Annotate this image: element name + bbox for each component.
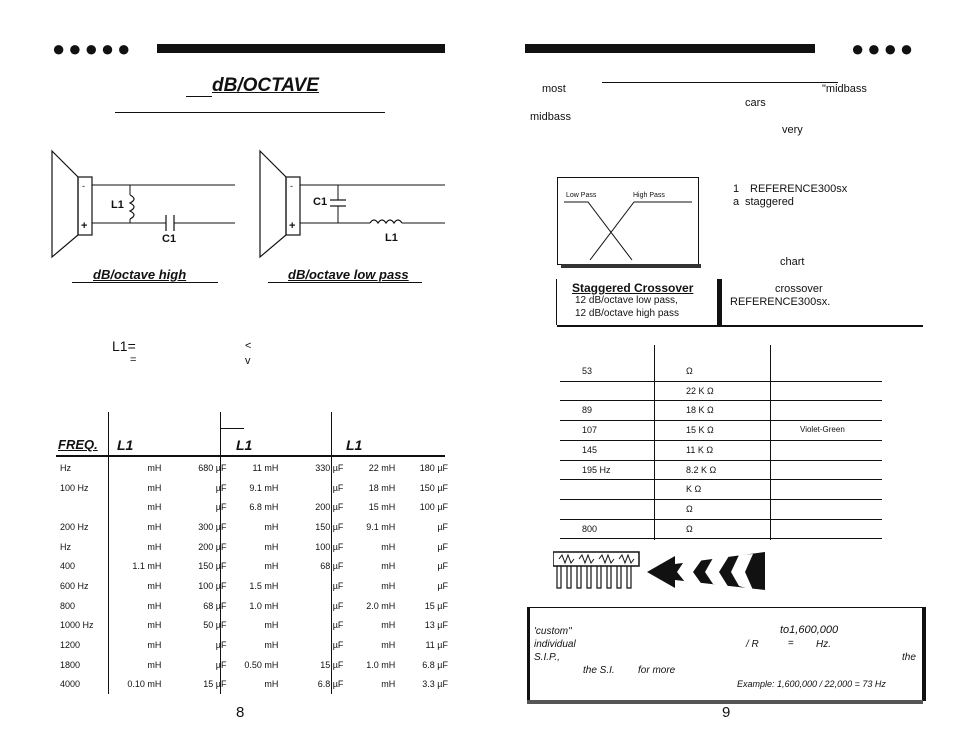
value-cell: 100 µF: [198, 580, 227, 591]
custom-text-r: / R: [746, 639, 759, 650]
res-value-cell: Ω: [686, 503, 693, 514]
formula-v: v: [245, 355, 251, 367]
text-reference-2: REFERENCE300sx.: [730, 296, 831, 308]
value-cell: 6.8 mH: [249, 502, 279, 513]
res-value-cell: 18 K Ω: [686, 405, 714, 416]
sip-resistor-icon: [553, 550, 773, 594]
res-value-cell: Ω: [686, 366, 693, 376]
value-cell: 9.1 mH: [366, 521, 396, 532]
res-table-row-rule: [560, 400, 882, 401]
custom-text-hz: Hz.: [816, 639, 831, 650]
value-cell: µF: [437, 541, 448, 552]
res-value-cell: 15 K Ω: [686, 425, 714, 436]
formula-l1: L1=: [112, 338, 136, 354]
text-staggered: staggered: [745, 196, 794, 208]
value-cell: 3.3 µF: [422, 679, 448, 690]
value-cell: 1.0 mH: [249, 600, 279, 611]
value-cell: mH: [264, 679, 279, 690]
freq-cell: 1800: [60, 659, 81, 670]
table-row: [56, 478, 448, 498]
caption-low-rule: [268, 282, 422, 283]
value-cell: mH: [147, 521, 162, 532]
value-cell: µF: [437, 580, 448, 591]
graph-shadow: [561, 264, 701, 268]
diagram-label-l1-b: L1: [385, 232, 398, 244]
value-cell: 6.8 µF: [317, 679, 344, 690]
table-row: [56, 616, 448, 636]
freq-cell: Hz: [60, 462, 71, 473]
caption-low-pass: dB/octave low pass: [288, 267, 409, 282]
graph-low-pass-label: Low Pass: [566, 192, 597, 199]
value-cell: 0.50 mH: [244, 659, 279, 670]
res-table-row-rule: [560, 519, 882, 520]
res-table-row-rule: [560, 381, 882, 382]
res-color-cell: Violet-Green: [800, 425, 845, 435]
res-table-row-rule: [560, 420, 882, 421]
value-cell: 1.1 mH: [132, 561, 162, 572]
freq-cell: 100 Hz: [60, 482, 89, 493]
inductor-icon-2: [370, 220, 402, 223]
text-ref-num: 1: [733, 183, 740, 195]
value-cell: 6.8 µF: [422, 659, 448, 670]
table-row: [56, 497, 448, 517]
res-value-cell: 8.2 K Ω: [686, 464, 717, 475]
freq-cell: 1000 Hz: [60, 620, 94, 631]
staggered-box-title: Staggered Crossover: [572, 281, 694, 295]
formula-lt: <: [245, 340, 252, 352]
value-cell: µF: [215, 659, 227, 670]
title-underline-left: [186, 96, 212, 97]
value-cell: mH: [147, 462, 162, 473]
res-value-cell: K Ω: [686, 484, 702, 495]
right-header-bar: [525, 44, 815, 53]
value-cell: 330 µF: [315, 462, 344, 473]
value-cell: 0.10 mH: [127, 679, 162, 690]
left-header-dots: ●●●●●: [52, 36, 134, 61]
res-table-divider-1: [654, 345, 655, 540]
right-header-dots: ●●●●: [851, 36, 917, 61]
value-cell: µF: [437, 521, 448, 532]
value-cell: mH: [264, 541, 279, 552]
value-cell: mH: [147, 541, 162, 552]
freq-cell: 4000: [60, 679, 81, 690]
table-row: [56, 596, 448, 616]
left-header-bar: [157, 44, 445, 53]
value-cell: 200 µF: [198, 541, 227, 552]
table-header-freq: FREQ.: [58, 437, 98, 452]
text-a: a: [733, 196, 740, 208]
value-cell: mH: [381, 640, 396, 651]
text-most: most: [542, 83, 566, 95]
table-row: [56, 458, 448, 478]
freq-cell: 1200: [60, 640, 81, 651]
value-cell: mH: [264, 561, 279, 572]
value-cell: 68 µF: [320, 561, 344, 572]
value-cell: mH: [381, 541, 396, 552]
value-cell: µF: [215, 640, 227, 651]
staggered-crossover-box: [556, 279, 722, 325]
value-cell: mH: [381, 620, 396, 631]
crossover-graph: [557, 177, 699, 265]
left-page-number: 8: [236, 704, 245, 721]
value-cell: 15 µF: [424, 600, 448, 611]
table-row: [56, 635, 448, 655]
res-value-cell: 22 K Ω: [686, 385, 714, 396]
value-cell: µF: [332, 580, 344, 591]
value-cell: 150 µF: [315, 521, 344, 532]
staggered-box-line1: 12 dB/octave low pass,: [575, 295, 678, 306]
diagram-plus-a: +: [81, 220, 88, 232]
value-cell: 22 mH: [368, 462, 396, 473]
text-midbass-quote: "midbass: [822, 83, 867, 95]
section-rule: [115, 112, 385, 113]
value-cell: 9.1 mH: [249, 482, 279, 493]
graph-slopes: [558, 178, 698, 264]
value-cell: mH: [147, 620, 162, 631]
res-freq-cell: 107: [582, 425, 598, 436]
freq-cell: 400: [60, 561, 76, 572]
res-table-divider-2: [770, 345, 771, 540]
custom-text-sip: S.I.P.,: [534, 652, 560, 663]
diagram-label-c1-b: C1: [313, 196, 328, 208]
value-cell: 150 µF: [198, 561, 227, 572]
value-cell: mH: [381, 679, 396, 690]
custom-text-custom: 'custom": [534, 626, 572, 637]
diagram-minus-b: -: [290, 181, 293, 191]
value-cell: 1.0 mH: [366, 659, 396, 670]
value-cell: mH: [147, 640, 162, 651]
custom-text-example: Example: 1,600,000 / 22,000 = 73 Hz: [737, 679, 886, 689]
text-crossover: crossover: [775, 283, 823, 295]
value-cell: 50 µF: [203, 620, 227, 631]
graph-high-pass-label: High Pass: [633, 192, 665, 199]
freq-cell: Hz: [60, 541, 71, 552]
text-reference-1: REFERENCE300sx: [750, 183, 848, 195]
value-cell: mH: [147, 580, 162, 591]
freq-cell: [56, 497, 120, 517]
custom-text-eq: =: [788, 638, 794, 649]
custom-text-the: the: [902, 652, 916, 663]
staggered-box-line2: 12 dB/octave high pass: [575, 308, 679, 319]
value-cell: mH: [147, 482, 162, 493]
custom-text-for-more: for more: [638, 665, 676, 676]
res-table-row-rule: [560, 538, 882, 539]
value-cell: 680 µF: [198, 462, 227, 473]
table-row: [56, 675, 448, 695]
table-header-l1-b: L1: [236, 437, 253, 453]
text-chart: chart: [780, 256, 805, 268]
value-cell: mH: [147, 600, 162, 611]
value-cell: 100 µF: [315, 541, 344, 552]
table-row: [56, 517, 448, 537]
table-row: [56, 576, 448, 596]
value-cell: µF: [332, 620, 344, 631]
value-cell: µF: [332, 482, 344, 493]
custom-text-individual: individual: [534, 639, 576, 650]
text-midbass: midbass: [530, 111, 571, 123]
inductor-icon: [130, 195, 134, 219]
res-freq-cell: 800: [582, 523, 598, 534]
value-cell: µF: [215, 482, 227, 493]
value-cell: 68 µF: [203, 600, 227, 611]
left-page-title: dB/OCTAVE: [212, 75, 319, 96]
caption-high-rule: [72, 282, 218, 283]
res-freq-cell: 195 Hz: [582, 464, 611, 475]
value-cell: 18 mH: [368, 482, 396, 493]
table-header-l1-c: L1: [346, 437, 363, 453]
value-cell: µF: [437, 561, 448, 572]
res-table-row-rule: [560, 460, 882, 461]
value-cell: µF: [215, 502, 227, 513]
value-cell: mH: [147, 659, 162, 670]
diagram-label-c1-a: C1: [162, 233, 177, 245]
custom-text-the-si: the S.I.: [583, 665, 615, 676]
value-cell: 11 µF: [425, 640, 448, 651]
table-row: [56, 537, 448, 557]
diagram-plus-b: +: [289, 220, 296, 232]
value-cell: 300 µF: [198, 521, 227, 532]
value-cell: 150 µF: [419, 482, 448, 493]
staggered-box-rule: [557, 325, 923, 327]
text-very: very: [782, 124, 803, 136]
freq-cell: 200 Hz: [60, 521, 89, 532]
custom-text-to: to1,600,000: [780, 624, 839, 636]
res-freq-cell: 53: [582, 366, 593, 376]
value-cell: 13 µF: [424, 620, 448, 631]
value-cell: 2.0 mH: [366, 600, 396, 611]
formula-eq: =: [130, 354, 137, 366]
right-page-number: 9: [722, 704, 731, 721]
speaker-cone-icon: [52, 151, 78, 257]
res-table-row-rule: [560, 440, 882, 441]
speaker-cone-icon-2: [260, 151, 286, 257]
value-cell: mH: [381, 580, 396, 591]
value-cell: 11 mH: [252, 462, 279, 473]
freq-cell: 800: [60, 600, 76, 611]
res-table-row-rule: [560, 499, 882, 500]
custom-frequency-box: [527, 607, 926, 701]
value-cell: mH: [264, 620, 279, 631]
diagram-label-l1-a: L1: [111, 199, 124, 211]
value-cell: 180 µF: [419, 462, 448, 473]
value-cell: µF: [332, 600, 344, 611]
res-table-row-rule: [560, 479, 882, 480]
value-cell: mH: [264, 640, 279, 651]
value-cell: mH: [264, 521, 279, 532]
table-header-l1-a: L1: [117, 437, 134, 453]
res-value-cell: Ω: [686, 523, 693, 534]
res-freq-cell: 145: [582, 444, 598, 455]
res-freq-cell: 89: [582, 405, 593, 416]
right-top-rule: [602, 82, 838, 83]
value-cell: mH: [381, 561, 396, 572]
value-cell: 15 µF: [203, 679, 227, 690]
value-cell: 15 µF: [320, 659, 344, 670]
table-header-top: [220, 428, 244, 429]
value-cell: 15 mH: [368, 502, 396, 513]
value-cell: 100 µF: [419, 502, 448, 513]
freq-cell: 600 Hz: [60, 580, 89, 591]
text-cars: cars: [745, 97, 766, 109]
value-cell: mH: [147, 502, 162, 513]
caption-high-pass: dB/octave high: [93, 267, 187, 282]
res-value-cell: 11 K Ω: [686, 444, 714, 455]
value-cell: 1.5 mH: [249, 580, 279, 591]
table-row: [56, 655, 448, 675]
table-row: [56, 556, 448, 576]
table-header-rule: [56, 455, 445, 457]
crossover-value-table: [56, 458, 448, 694]
value-cell: µF: [332, 640, 344, 651]
value-cell: 200 µF: [315, 502, 344, 513]
diagram-minus-a: -: [82, 181, 85, 191]
